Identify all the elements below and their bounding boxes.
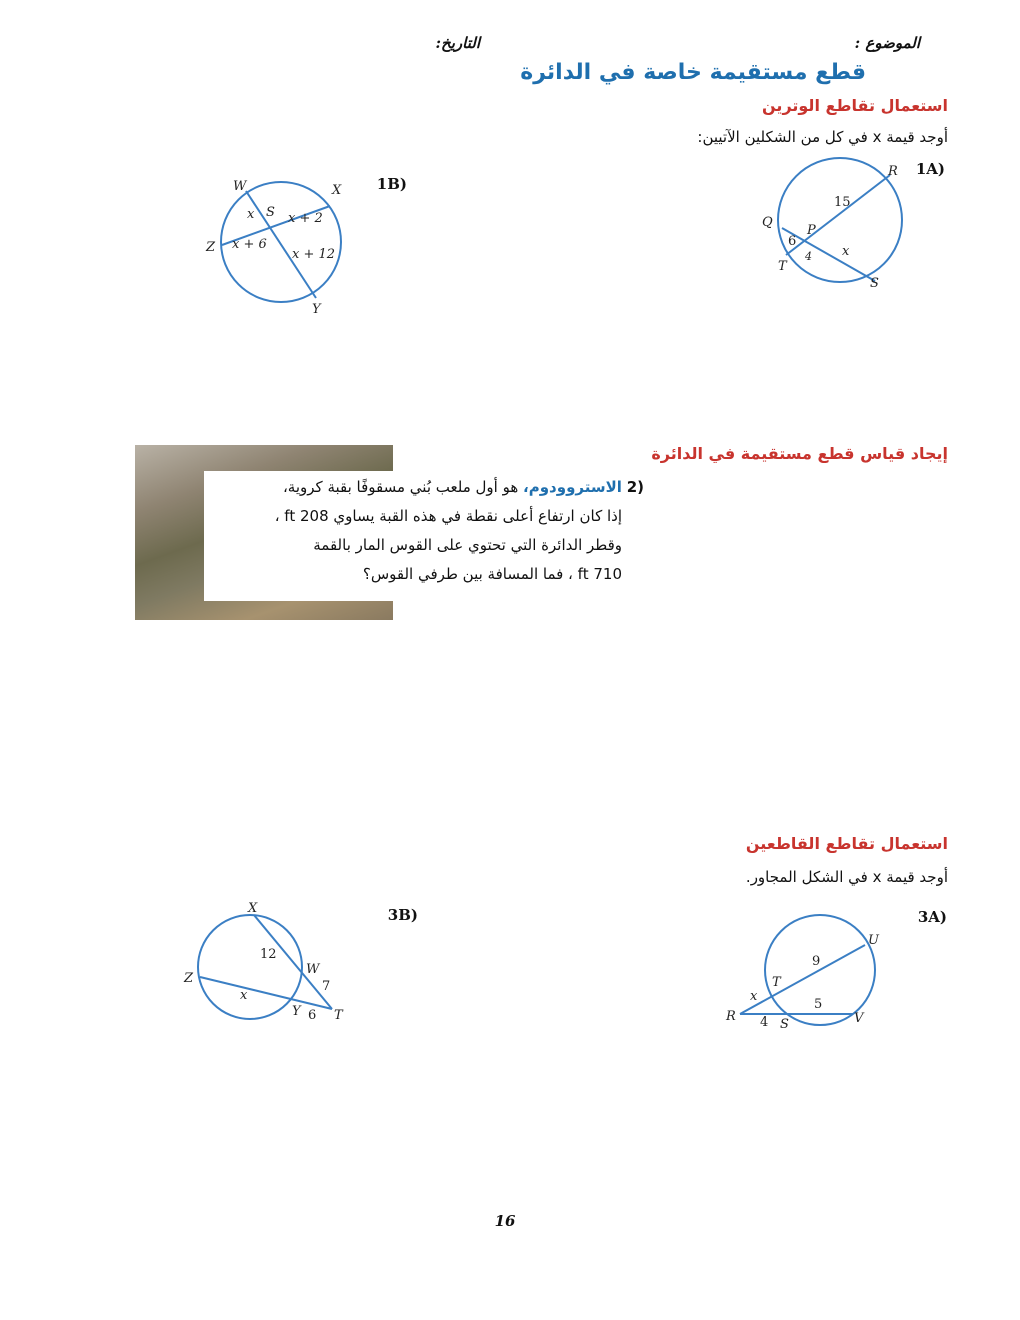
- segment-x-plus-6: x + 6: [232, 237, 267, 252]
- point-S: S: [266, 205, 275, 220]
- point-X: X: [332, 183, 342, 198]
- segment-9: 9: [812, 954, 821, 969]
- secant-ZT: [200, 977, 332, 1009]
- fig1B-label: (1B: [376, 175, 407, 193]
- circle-1A: [778, 158, 902, 282]
- point-R: R: [726, 1009, 736, 1024]
- point-V: V: [854, 1011, 864, 1026]
- figure-3A: [720, 910, 900, 1035]
- problem-2-text-3: وقطر الدائرة التي تحتوي على القوس المار بالقمة: [313, 536, 622, 554]
- fig1A-label: (1A: [915, 160, 945, 178]
- segment-4: 4: [805, 250, 812, 263]
- segment-12: 12: [260, 947, 277, 962]
- figure-1B: [200, 170, 360, 320]
- secant-RU: [740, 945, 865, 1014]
- segment-x: x: [842, 244, 850, 259]
- point-Z: Z: [206, 240, 216, 255]
- fig3B-label: (3B: [387, 906, 418, 924]
- point-P: P: [807, 223, 816, 238]
- section3-instruction: أوجد قيمة x في الشكل المجاور.: [745, 868, 948, 886]
- segment-15: 15: [834, 195, 851, 210]
- point-T: T: [334, 1008, 343, 1023]
- circle-3B: [198, 915, 302, 1019]
- problem-2-keyword: الاستروودوم،: [523, 478, 622, 496]
- problem-2-text-2: إذا كان ارتفاع أعلى نقطة في هذه القبة يساوي 208 ft ،: [274, 507, 622, 525]
- segment-4: 4: [760, 1015, 769, 1030]
- point-W: W: [306, 962, 320, 977]
- section1-heading: استعمال تقاطع الوترين: [762, 96, 948, 115]
- segment-6: 6: [788, 234, 797, 249]
- segment-x-plus-2: x + 2: [288, 211, 323, 226]
- figure-1A: [750, 150, 920, 300]
- problem-2-text-1: هو أول ملعب بُني مسقوفًا بقبة كروية،: [282, 478, 519, 496]
- point-S: S: [870, 276, 879, 291]
- point-Z: Z: [184, 971, 194, 986]
- figure-3B: [180, 895, 360, 1030]
- segment-x-plus-12: x + 12: [292, 247, 336, 262]
- segment-6: 6: [308, 1008, 317, 1023]
- section3-heading: استعمال تقاطع القاطعين: [745, 834, 948, 853]
- point-R: R: [888, 164, 898, 179]
- segment-5: 5: [814, 997, 823, 1012]
- problem-2-number: (2: [626, 478, 644, 496]
- section1-instruction: أوجد قيمة x في كل من الشكلين الآتيين:: [697, 128, 948, 146]
- point-Q: Q: [762, 215, 773, 230]
- date-label: التاريخ:: [435, 34, 480, 52]
- problem-2-box: [204, 471, 654, 601]
- chord-TR: [786, 175, 890, 255]
- point-Y: Y: [312, 302, 321, 317]
- point-U: U: [868, 933, 879, 948]
- segment-7: 7: [322, 979, 331, 994]
- page-title: قطع مستقيمة خاصة في الدائرة: [520, 60, 866, 85]
- subject-label: الموضوع :: [854, 34, 920, 52]
- segment-x: x: [240, 988, 248, 1003]
- point-X: X: [248, 901, 258, 916]
- point-Y: Y: [292, 1004, 301, 1019]
- segment-x: x: [247, 207, 255, 222]
- page-number: 16: [494, 1212, 516, 1230]
- problem-2-line-1: [214, 473, 644, 502]
- point-S: S: [780, 1017, 789, 1032]
- problem-2-text-4: 710 ft ، فما المسافة بين طرفي القوس؟: [362, 565, 622, 583]
- fig3A-label: (3A: [917, 908, 947, 926]
- section2-heading: إيجاد قياس قطع مستقيمة في الدائرة: [651, 444, 948, 463]
- point-T: T: [772, 975, 781, 990]
- point-W: W: [233, 179, 247, 194]
- point-T: T: [778, 259, 787, 274]
- segment-x: x: [750, 989, 758, 1004]
